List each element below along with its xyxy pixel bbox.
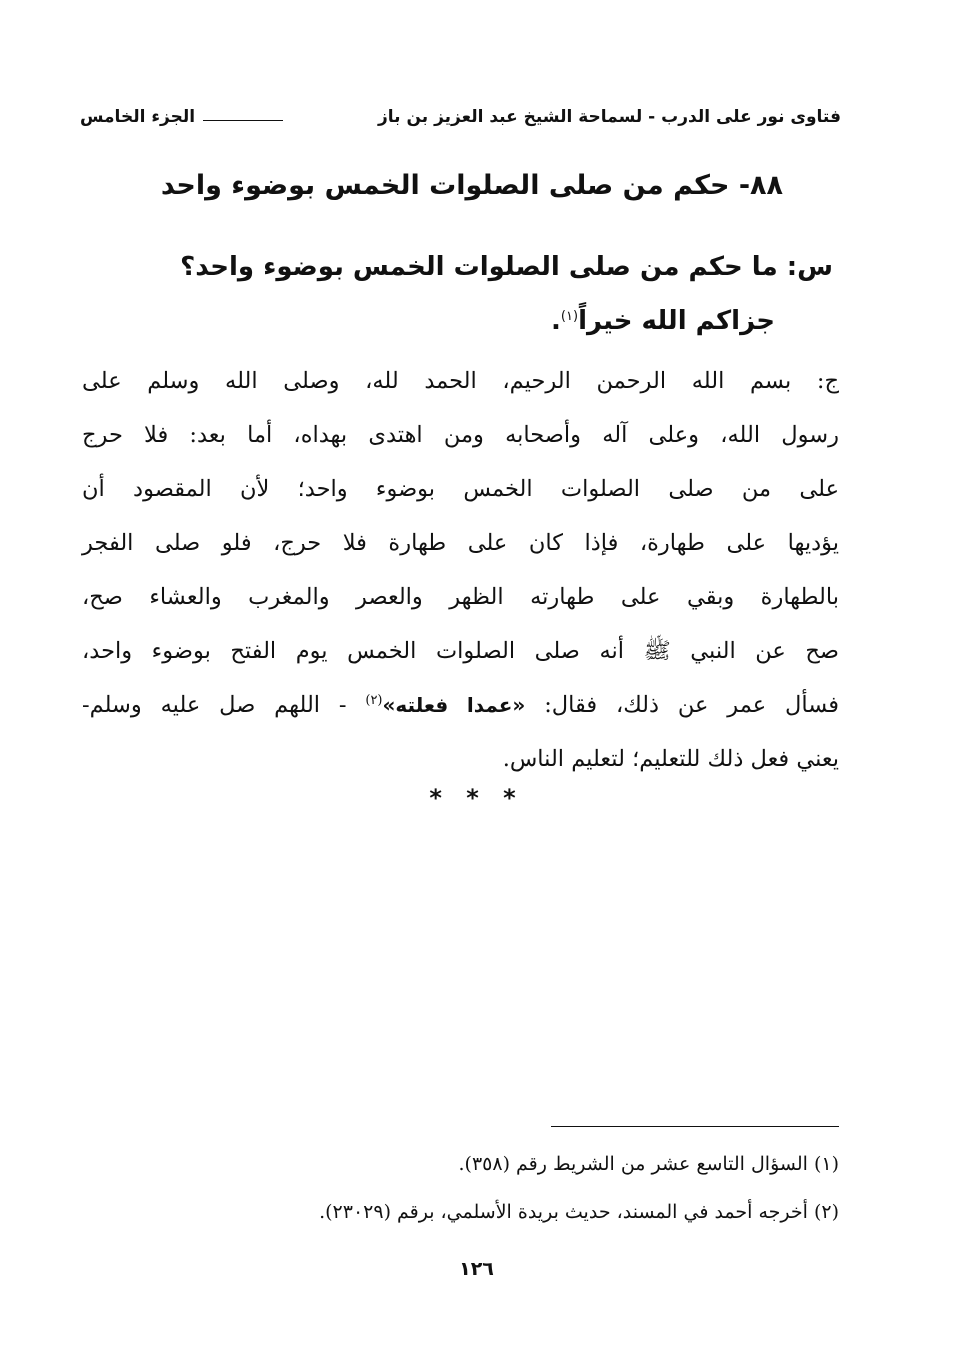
footnote-ref-1[interactable]: (١) xyxy=(560,309,579,324)
hadith-quote: «عمدا فعلته» xyxy=(382,693,526,717)
answer-line-2: رسول الله، وعلى آله وأصحابه ومن اهتدى بهداه، أما بعد: فلا حرج xyxy=(82,422,839,448)
answer-line-5: بالطهارة وبقي على طهارته الظهر والعصر والمغرب والعشاء صح، xyxy=(82,584,839,610)
header-rule xyxy=(203,120,283,121)
question-block xyxy=(96,240,833,348)
footnote-ref-2[interactable]: (٢) xyxy=(365,693,383,708)
answer-line-1: ج: بسم الله الرحمن الرحيم، الحمد لله، وصلى الله وسلم على xyxy=(82,368,839,394)
footnote-1: (١) السؤال التاسع عشر من الشريط رقم (٣٥٨). xyxy=(458,1153,839,1175)
answer-line-3: على من صلى الصلوات الخمس بوضوء واحد؛ لأن المقصود أن xyxy=(82,476,839,502)
question-line-2-end: . xyxy=(551,306,561,336)
answer-line-4: يؤديها على طهارة، فإذا كان على طهارة فلا حرج، فلو صلى الفجر xyxy=(82,530,839,556)
answer-block xyxy=(82,354,839,786)
section-title: ٨٨- حكم من صلى الصلوات الخمس بوضوء واحد xyxy=(160,170,783,201)
answer-line-7-end: - اللهم صل عليه وسلم- xyxy=(82,692,347,718)
volume-label: الجزء الخامس xyxy=(80,107,196,127)
question-line-2-text: جزاكم الله خيراً xyxy=(578,306,775,336)
volume-label-group xyxy=(80,107,283,127)
page-number: ١٢٦ xyxy=(459,1258,494,1280)
footnote-rule xyxy=(551,1126,839,1127)
footnote-2: (٢) أخرجه أحمد في المسند، حديث بريدة الأسلمي، برقم (٢٣٠٢٩). xyxy=(319,1201,839,1223)
question-line-1: س: ما حكم من صلى الصلوات الخمس بوضوء واحد؟ xyxy=(180,252,833,282)
book-title: فتاوى نور على الدرب - لسماحة الشيخ عبد العزيز بن باز xyxy=(378,107,841,127)
running-header xyxy=(80,100,841,134)
question-line-2 xyxy=(96,294,833,348)
answer-line-7-start: فسأل عمر عن ذلك، فقال: xyxy=(544,692,840,718)
answer-line-7 xyxy=(82,678,839,732)
footnotes xyxy=(80,1140,839,1236)
section-separator: * * * xyxy=(429,784,524,812)
answer-line-6: صح عن النبي ﷺ أنه صلى الصلوات الخمس يوم الفتح بوضوء واحد، xyxy=(82,638,839,664)
answer-line-8: يعني فعل ذلك للتعليم؛ لتعليم الناس. xyxy=(502,746,839,772)
